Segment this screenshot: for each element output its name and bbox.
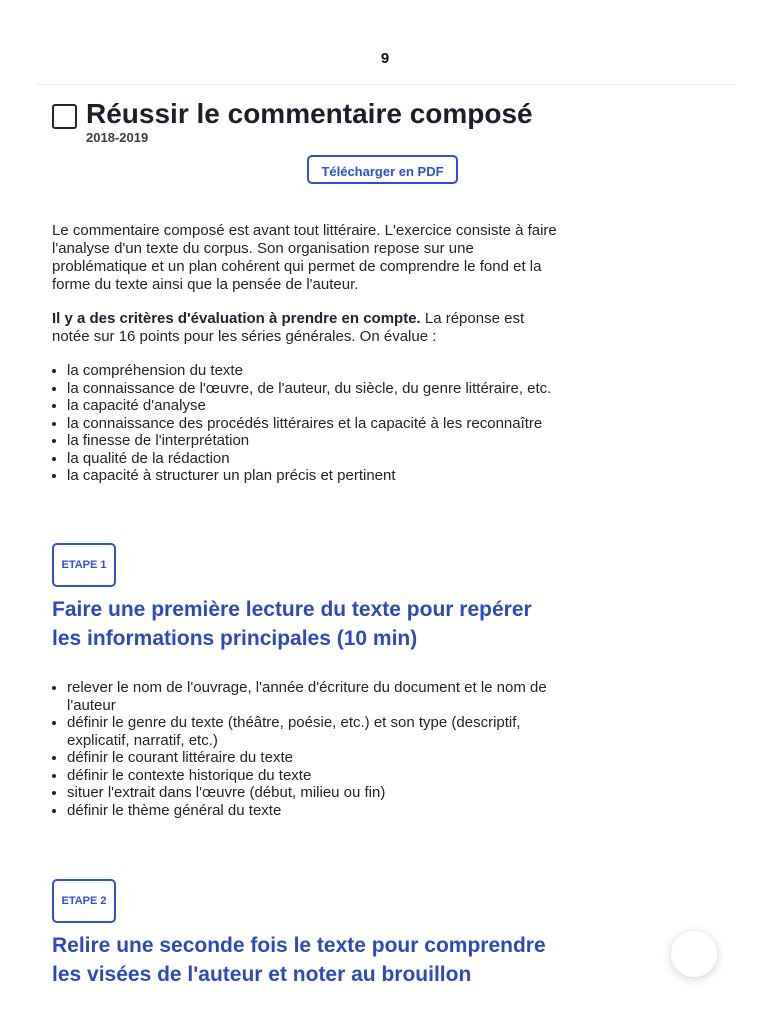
list-item: • définir le thème général du texte <box>67 802 572 820</box>
step-1 <box>52 543 572 819</box>
page-number: 9 <box>380 50 390 67</box>
criteria-list <box>52 362 562 485</box>
list-item: • définir le genre du texte (théâtre, poésie, etc.) et son type (descriptif, explicatif, narratif, etc.) <box>67 714 572 749</box>
download-pdf-button[interactable]: Télécharger en PDF <box>307 155 458 184</box>
floating-action-button[interactable] <box>671 931 717 977</box>
list-item: • la finesse de l'interprétation <box>67 432 562 450</box>
list-item: • définir le contexte historique du texte <box>67 767 572 785</box>
step-2 <box>52 879 572 989</box>
list-item: • la connaissance de l'œuvre, de l'auteur, du siècle, du genre littéraire, etc. <box>67 380 562 398</box>
list-item: • définir le courant littéraire du texte <box>67 749 572 767</box>
step-badge: ETAPE 1 <box>52 543 116 587</box>
top-bar <box>36 0 734 85</box>
criteria-text: La réponse est notée sur 16 points pour les séries générales. On évalue : <box>52 310 525 345</box>
step-badge: ETAPE 2 <box>52 879 116 923</box>
step-title: Relire une seconde fois le texte pour comprendre les visées de l'auteur et noter au brouillon <box>52 934 546 986</box>
article-body <box>52 222 562 485</box>
page-title: Réussir le commentaire composé <box>86 98 533 129</box>
list-item: • la capacité d'analyse <box>67 397 562 415</box>
list-item: • la qualité de la rédaction <box>67 450 562 468</box>
list-item: • relever le nom de l'ouvrage, l'année d'écriture du document et le nom de l'auteur <box>67 679 572 714</box>
list-item: • la capacité à structurer un plan précis et pertinent <box>67 467 562 485</box>
year-label: 2018-2019 <box>86 130 149 145</box>
step-title: Faire une première lecture du texte pour repérer les informations principales (10 min) <box>52 598 532 650</box>
criteria-bold-text: Il y a des critères d'évaluation à prendre en compte. <box>52 310 421 327</box>
list-item: • la connaissance des procédés littéraires et la capacité à les reconnaître <box>67 415 562 433</box>
checkbox-unchecked-icon[interactable] <box>52 104 77 129</box>
list-item: • situer l'extrait dans l'œuvre (début, milieu ou fin) <box>67 784 572 802</box>
criteria-paragraph <box>52 310 562 346</box>
step-list <box>52 679 572 819</box>
intro-paragraph: Le commentaire composé est avant tout littéraire. L'exercice consiste à faire l'analyse d'un texte du corpus. Son organisation repose sur une problématique et un plan cohérent qui permet de comprendre le fond et la forme du texte ainsi que la pensée de l'auteur. <box>52 222 557 293</box>
list-item: • la compréhension du texte <box>67 362 562 380</box>
